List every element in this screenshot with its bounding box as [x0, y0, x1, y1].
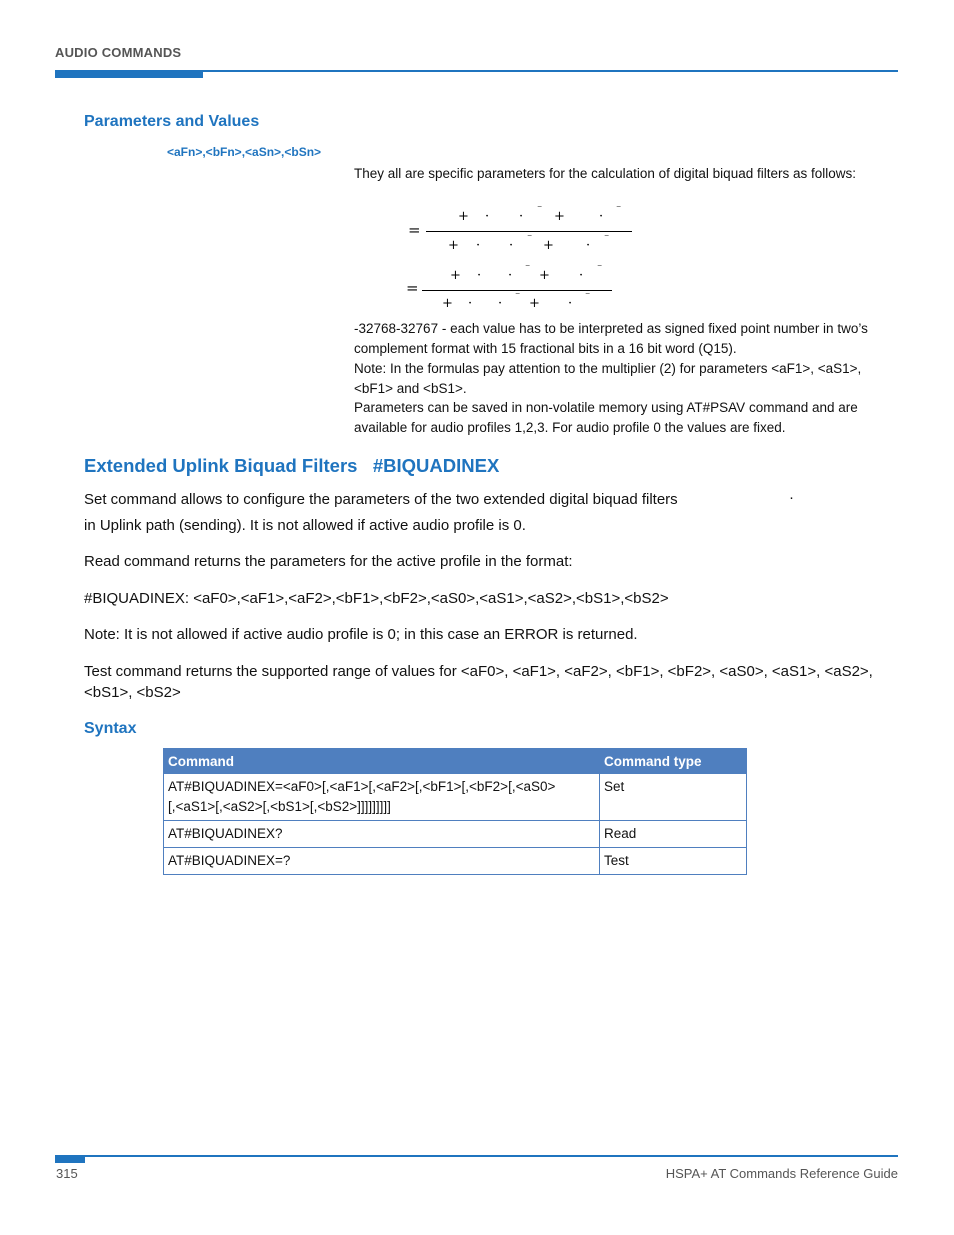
command-text: AT#BIQUADINEX=<aF0>[,<aF1>[,<aF2>[,<bF1>[,<bF2>[,<aS0> — [168, 779, 556, 794]
column-header-command: Command — [164, 749, 600, 774]
plus-sign: + — [458, 209, 469, 224]
param-note-multiplier: Note: In the formulas pay attention to the multiplier (2) for parameters <aF1>, <aS1>, <bF1> and <bS1>. — [354, 361, 862, 396]
read-note: Note: It is not allowed if active audio profile is 0; in this case an ERROR is returned. — [84, 626, 638, 643]
dot-operator: · — [477, 268, 482, 283]
plus-sign: + — [543, 238, 554, 253]
param-range: -32768-32767 - each value has to be interpreted as signed fixed point number in two’s complement format with 15 fractional bits in a 16 bit word (Q15). — [354, 321, 868, 356]
formula-second-filter — [400, 265, 640, 321]
formula-first-filter — [400, 206, 640, 262]
plus-sign: + — [450, 268, 461, 283]
dot-operator: · — [508, 268, 513, 283]
superscript-minus: ⁻ — [597, 263, 603, 274]
superscript-minus: ⁻ — [525, 263, 531, 274]
command-cell: AT#BIQUADINEX=? — [164, 848, 600, 875]
command-type-cell: Read — [600, 821, 747, 848]
page-number: 315 — [56, 1166, 78, 1181]
param-intro: They all are specific parameters for the calculation of digital biquad filters as follows: — [354, 166, 856, 181]
plus-sign: + — [448, 238, 459, 253]
table-header-row — [164, 749, 747, 774]
footer-accent-bar — [55, 1155, 85, 1163]
command-type-cell: Test — [600, 848, 747, 875]
dot-operator: · — [599, 209, 604, 224]
header-accent-bar — [55, 70, 203, 78]
column-header-command-type: Command type — [600, 749, 747, 774]
param-name: <aFn>,<bFn>,<aSn>,<bSn> — [167, 145, 322, 159]
set-command-description-cont: in Uplink path (sending). It is not allowed if active audio profile is 0. — [84, 517, 526, 534]
equals-sign: = — [406, 279, 419, 297]
plus-sign: + — [442, 296, 453, 311]
dot-operator: · — [476, 238, 481, 253]
superscript-minus: ⁻ — [527, 233, 533, 244]
table-row — [164, 821, 747, 848]
footer-rule — [55, 1155, 898, 1157]
set-command-description: Set command allows to configure the parameters of the two extended digital biquad filters — [84, 491, 678, 508]
superscript-minus: ⁻ — [585, 291, 591, 302]
inline-dot: · — [789, 489, 794, 506]
plus-sign: + — [529, 296, 540, 311]
guide-title: HSPA+ AT Commands Reference Guide — [665, 1166, 898, 1181]
dot-operator: · — [579, 268, 584, 283]
command-heading: Extended Uplink Biquad Filters #BIQUADINEX — [84, 455, 500, 476]
plus-sign: + — [539, 268, 550, 283]
superscript-minus: ⁻ — [616, 204, 622, 215]
header-section-title: AUDIO COMMANDS — [55, 45, 182, 60]
dot-operator: · — [568, 296, 573, 311]
table-row — [164, 848, 747, 875]
dot-operator: · — [509, 238, 514, 253]
dot-operator: · — [468, 296, 473, 311]
plus-sign: + — [554, 209, 565, 224]
command-type-cell: Set — [600, 774, 747, 821]
param-note-psav: Parameters can be saved in non-volatile memory using AT#PSAV command and are available for audio profiles 1,2,3. For audio profile 0 the values are fixed. — [354, 400, 858, 435]
command-text-cont: [,<aS1>[,<aS2>[,<bS1>[,<bS2>]]]]]]]]] — [168, 799, 391, 814]
dot-operator: · — [586, 238, 591, 253]
command-cell — [164, 774, 600, 821]
read-response-format: #BIQUADINEX: <aF0>,<aF1>,<aF2>,<bF1>,<bF2>,<aS0>,<aS1>,<aS2>,<bS1>,<bS2> — [84, 590, 669, 607]
fraction-bar — [426, 231, 632, 232]
syntax-table — [163, 748, 747, 875]
dot-operator: · — [498, 296, 503, 311]
superscript-minus: ⁻ — [604, 233, 610, 244]
params-heading: Parameters and Values — [84, 113, 260, 130]
test-command-description: Test command returns the supported range of values for <aF0>, <aF1>, <aF2>, <bF1>, <bF2>, <aS0>, <aS1>, <aS2>, <bS1>, <bS2> — [84, 663, 873, 701]
syntax-heading: Syntax — [84, 720, 137, 737]
command-cell: AT#BIQUADINEX? — [164, 821, 600, 848]
superscript-minus: ⁻ — [537, 204, 543, 215]
table-row — [164, 774, 747, 821]
superscript-minus: ⁻ — [515, 291, 521, 302]
equals-sign: = — [408, 221, 421, 239]
read-command-description: Read command returns the parameters for the active profile in the format: — [84, 553, 573, 570]
dot-operator: · — [485, 209, 490, 224]
dot-operator: · — [519, 209, 524, 224]
